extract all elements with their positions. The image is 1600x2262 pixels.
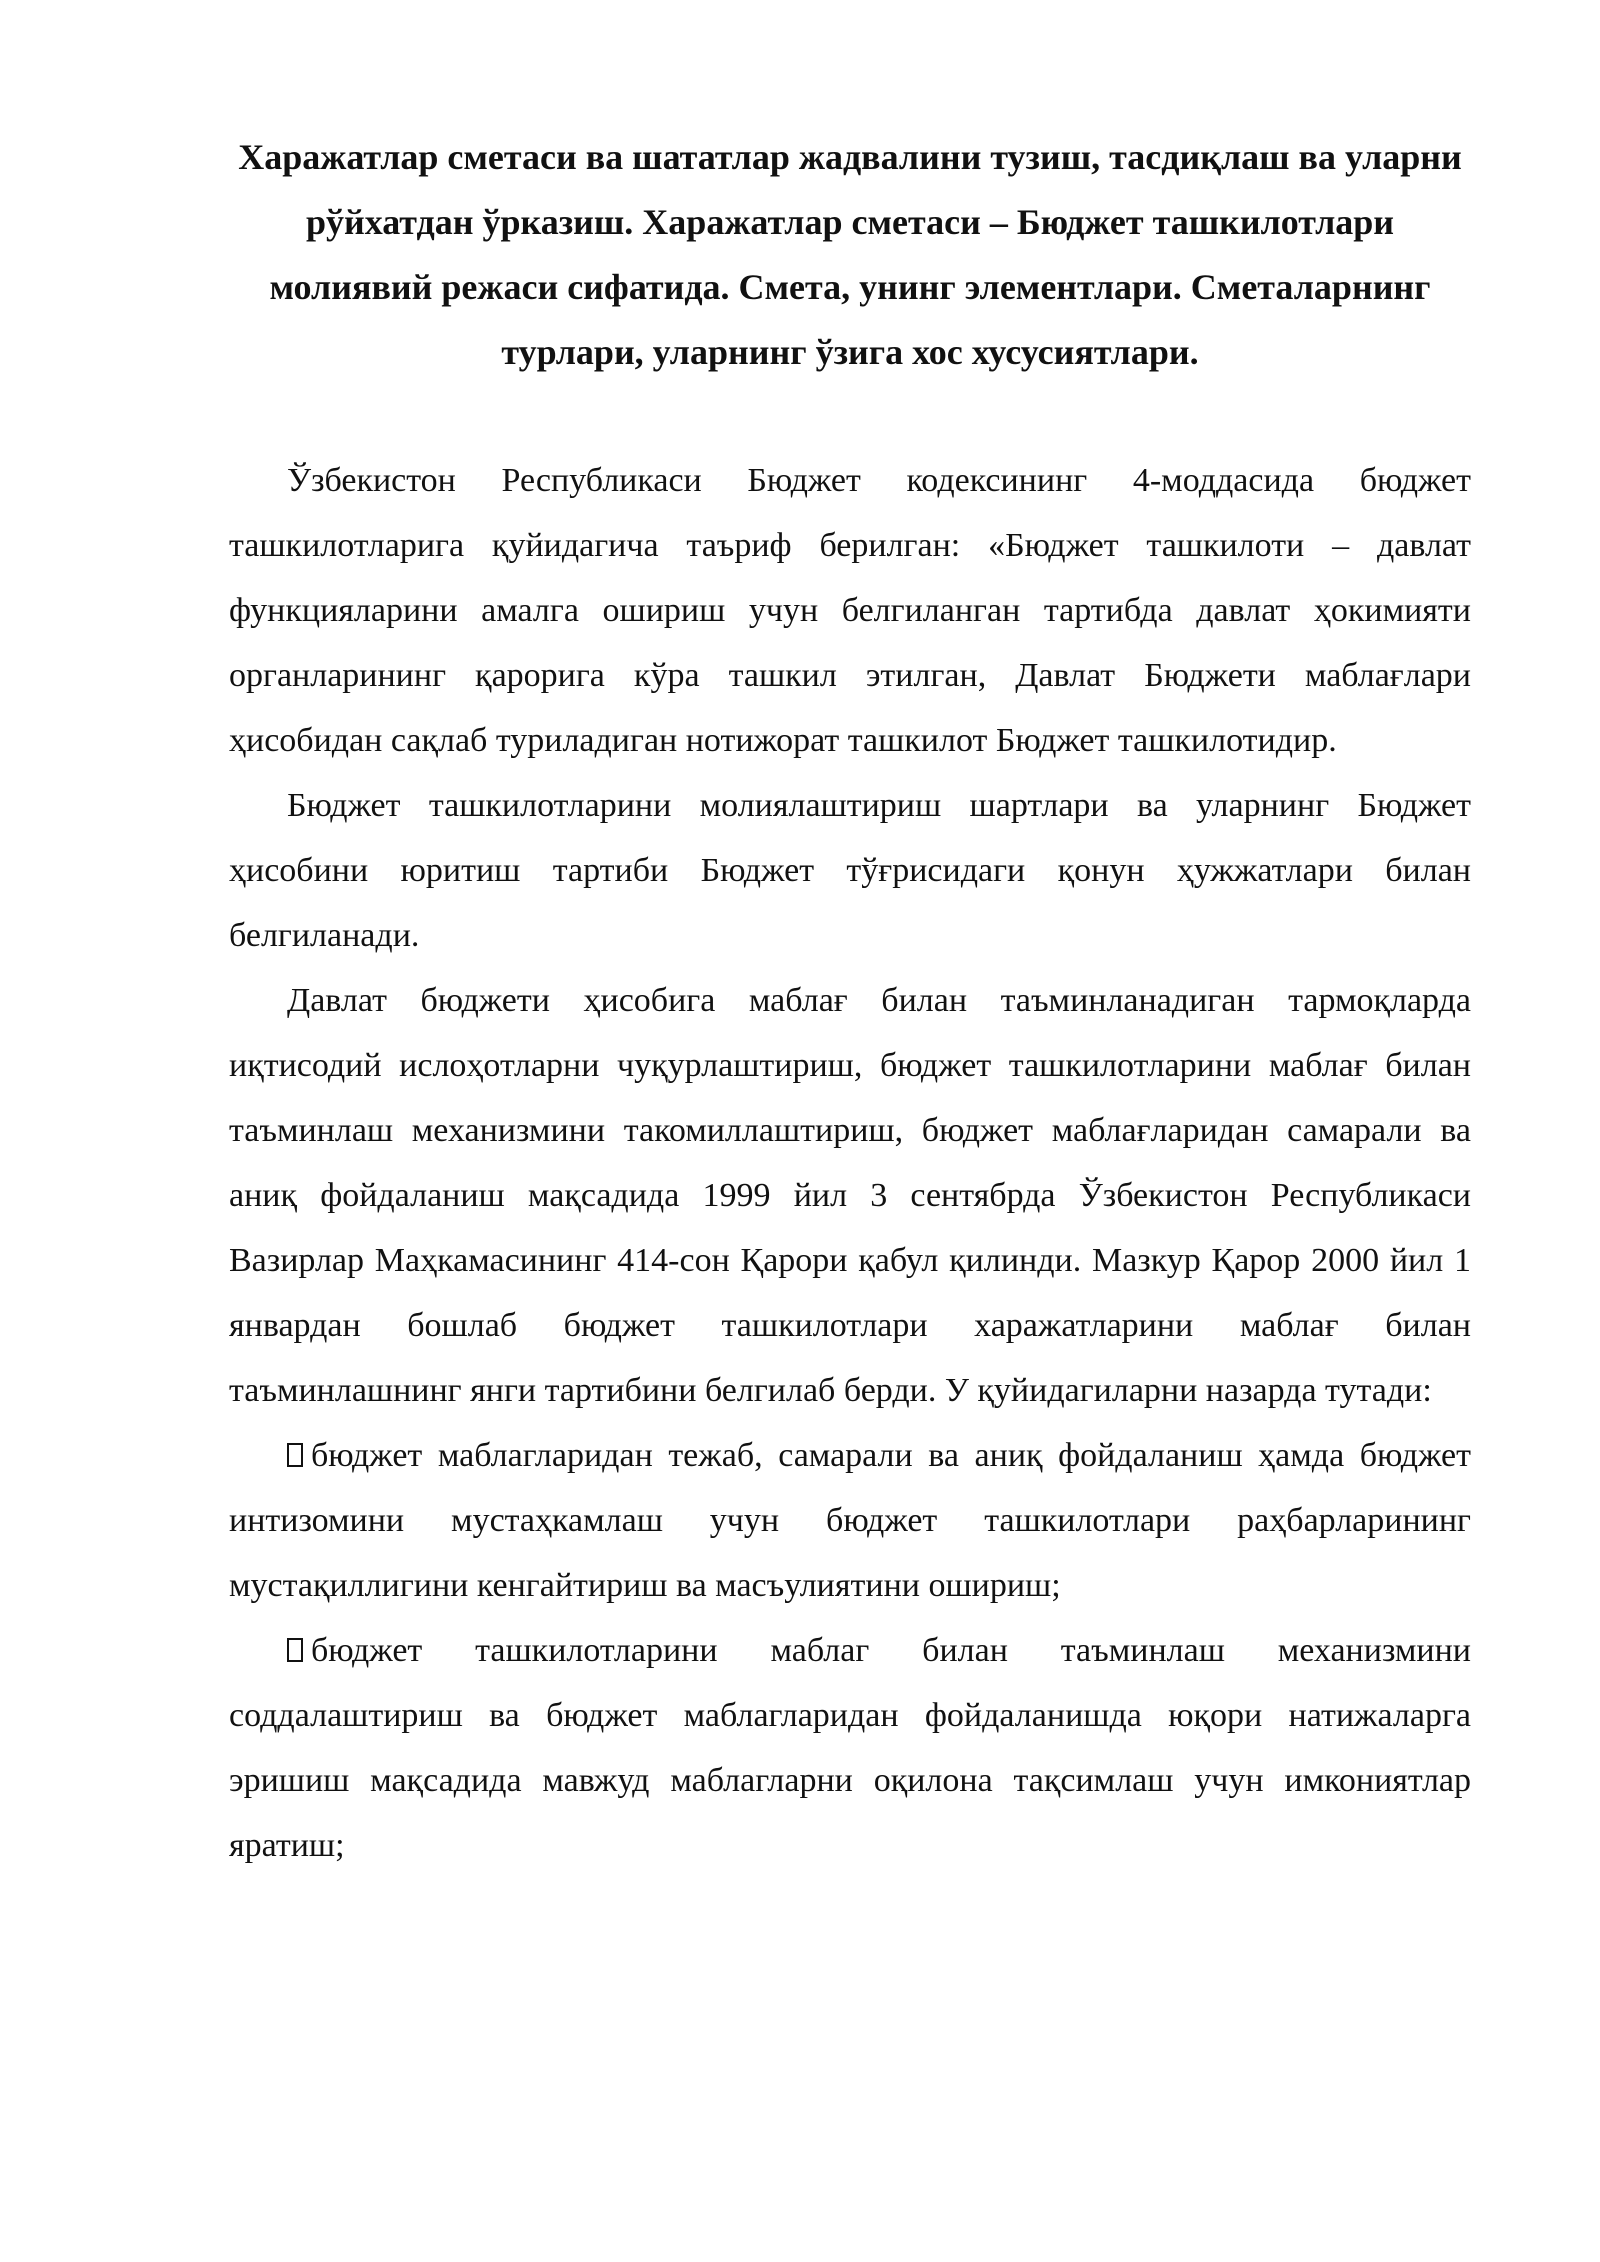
bullet-item-independence xyxy=(229,1423,1471,1618)
paragraph-resolution-414: Давлат бюджети ҳисобига маблағ билан таъминланадиган тармоқларда иқтисодий ислоҳотларни чуқурлаштириш, бюджет ташкилотларини маблағ билан таъминлаш механизмини такомиллаштириш, бюджет маблағларидан самарали ва аниқ фойдаланиш мақсадида 1999 йил 3 сентябрда Ўзбекистон Республикаси Вазирлар Маҳкамасининг 414-сон Қарори қабул қилинди. Мазкур Қарор 2000 йил 1 январдан бошлаб бюджет ташкилотлари харажатларини маблағ билан таъминлашнинг янги тартибини белгилаб берди. У қуйидагиларни назарда тутади: xyxy=(229,982,1471,1409)
document-title: Харажатлар сметаси ва шататлар жадвалини тузиш, тасдиқлаш ва уларни рўйхатдан ўрказиш. Харажатлар сметаси – Бюджет ташкилотлари молиявий режаси сифатида. Смета, унинг элементлари. Сметаларнинг турлари, уларнинг ўзига хос хусусиятлари. xyxy=(238,137,1462,372)
paragraph-financing-conditions: Бюджет ташкилотларини молиялаштириш шартлари ва уларнинг Бюджет ҳисобини юритиш тартиби Бюджет тўғрисидаги қонун ҳужжатлари билан белгиланади. xyxy=(229,787,1471,954)
document-body xyxy=(229,448,1471,1878)
paragraph-budget-code-definition: Ўзбекистон Республикаси Бюджет кодексининг 4-моддасида бюджет ташкилотларига қуйидагича таъриф берилган: «Бюджет ташкилоти – давлат функцияларини амалга ошириш учун белгиланган тартибда давлат ҳокимияти органларининг қарорига кўра ташкил этилган, Давлат Бюджети маблағлари ҳисобидан сақлаб туриладиган нотижорат ташкилот Бюджет ташкилотидир. xyxy=(229,462,1471,759)
bullet-text: бюджет ташкилотларини маблаг билан таъминлаш механизмини соддалаштириш ва бюджет маблагларидан фойдаланишда юқори натижаларга эришиш мақсадида мавжуд маблагларни оқилона тақсимлаш учун имкониятлар яратиш; xyxy=(229,1632,1471,1864)
bullet-text: бюджет маблагларидан тежаб, самарали ва аниқ фойдаланиш ҳамда бюджет интизомини мустаҳкамлаш учун бюджет ташкилотлари раҳбарларининг мустақиллигини кенгайтириш ва масъулиятини ошириш; xyxy=(229,1437,1471,1604)
bullet-item-simplification xyxy=(229,1618,1471,1878)
bullet-box-icon xyxy=(287,1443,303,1467)
bullet-box-icon xyxy=(287,1638,303,1662)
